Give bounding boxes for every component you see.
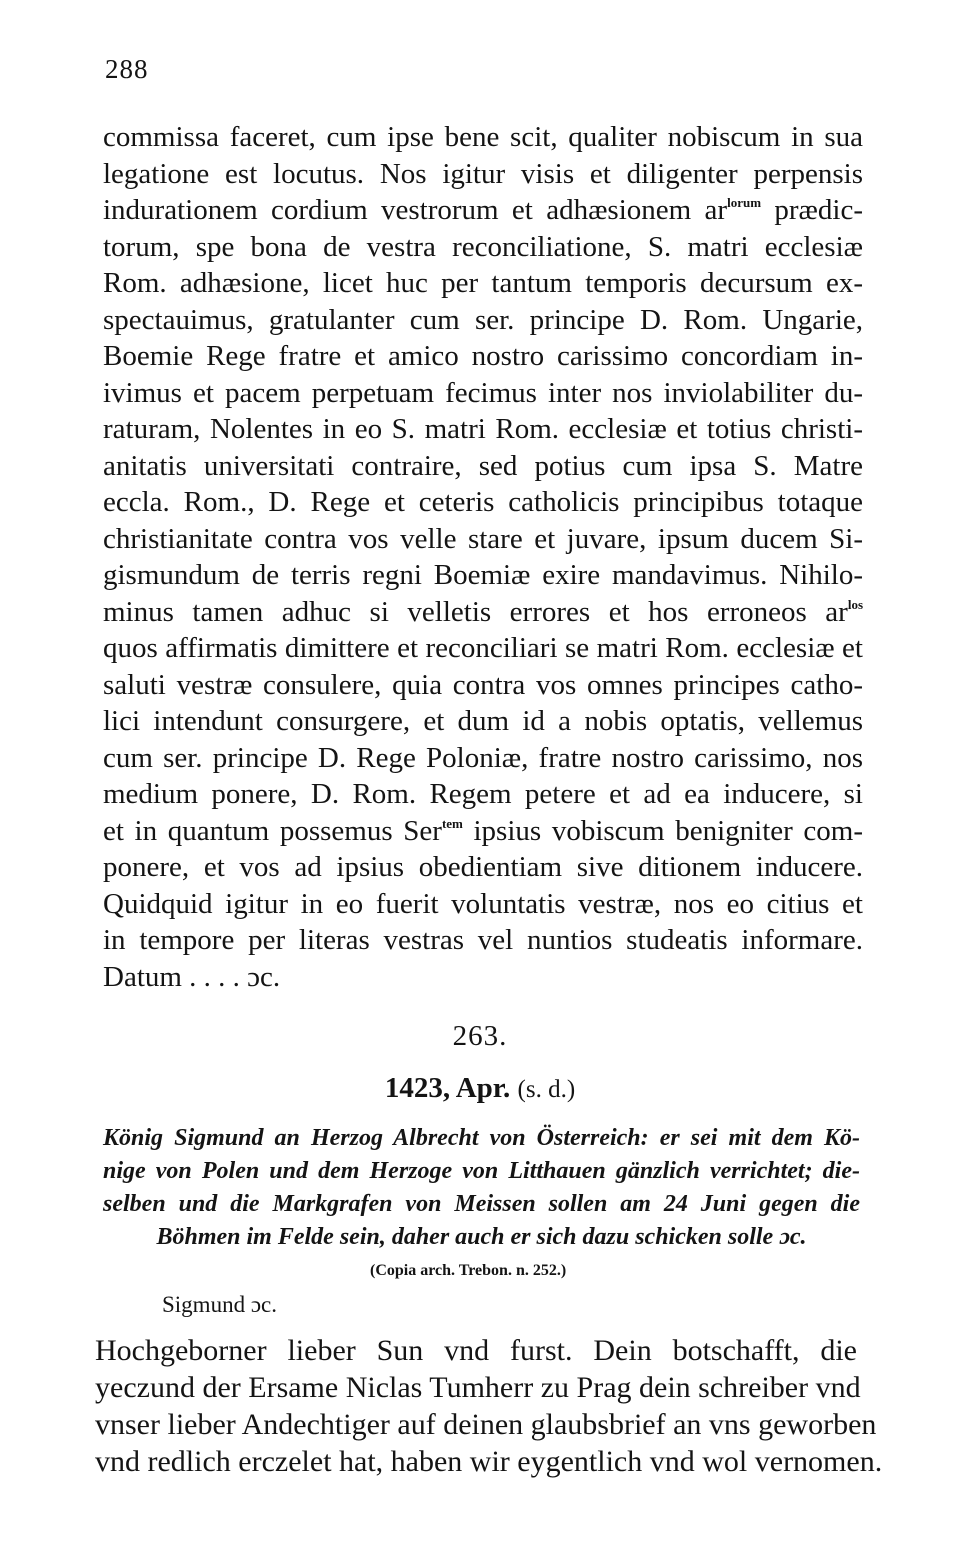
- text-segment: prædic-: [761, 194, 863, 226]
- text-line: christianitate contra vos velle stare et juvare, ipsum ducem Si-: [103, 522, 863, 555]
- text-line: yeczund der Ersame Niclas Tumherr zu Prag dein schreiber vnd: [95, 1371, 861, 1404]
- text-line: Boemie Rege fratre et amico nostro carissimo concordiam in-: [103, 340, 863, 372]
- regest-line: Böhmen im Felde sein, daher auch er sich dazu schicken solle ɔc.: [156, 1224, 807, 1250]
- text-line: ponere, et vos ad ipsius obedientiam sive ditionem inducere.: [103, 851, 863, 883]
- text-line: torum, spe bona de vestra reconciliatione, S. matri ecclesiæ: [103, 230, 863, 263]
- text-line: anitatis universitati contraire, sed potius cum ipsa S. Matre: [103, 449, 863, 482]
- text-line: legatione est locutus. Nos igitur visis et diligenter perpensis: [103, 157, 863, 190]
- abbreviation-superscript: tem: [441, 815, 463, 831]
- regest-summary: [103, 1122, 860, 1254]
- text-line: [103, 813, 863, 850]
- text-line: vnser lieber Andechtiger auf deinen glaubsbrief an vns geworben: [95, 1408, 877, 1441]
- text-segment: ipsius vobiscum benigniter com-: [462, 814, 863, 847]
- letter-body: [95, 1332, 883, 1480]
- page-number: 288: [105, 54, 149, 84]
- text-segment: et in quantum possemus Ser: [103, 814, 442, 847]
- document-number: 263.: [452, 1020, 508, 1052]
- regest-line: König Sigmund an Herzog Albrecht von Österreich: er sei mit dem Kö-: [103, 1125, 860, 1151]
- date-sine-dato: (s. d.): [517, 1076, 576, 1103]
- text-line: quos affirmatis dimittere et reconciliari se matri Rom. ecclesiæ et: [103, 632, 863, 664]
- text-line: Hochgeborner lieber Sun vnd furst. Dein botschafft, die: [95, 1334, 857, 1367]
- text-line: spectauimus, gratulanter cum ser. principe D. Rom. Ungarie,: [103, 303, 863, 336]
- source-citation: (Copia arch. Trebon. n. 252.): [370, 1262, 567, 1279]
- text-line: medium ponere, D. Rom. Regem petere et ad ea inducere, si: [103, 778, 863, 810]
- sender: Sigmund ɔc.: [162, 1292, 277, 1317]
- text-line: [103, 192, 863, 229]
- text-line: ivimus et pacem perpetuam fecimus inter nos inviolabiliter du-: [103, 376, 863, 409]
- document-date: [0, 1072, 960, 1105]
- abbreviation-superscript: los: [847, 596, 863, 612]
- text-line: Rom. adhæsione, licet huc per tantum temporis decursum ex-: [103, 267, 863, 299]
- text-segment: indurationem cordium vestrorum et adhæsionem ar: [103, 194, 728, 226]
- text-line: Datum . . . . ɔc.: [103, 960, 281, 993]
- text-line: Quidquid igitur in eo fuerit voluntatis vestræ, nos eo citius et: [103, 887, 863, 920]
- text-line: raturam, Nolentes in eo S. matri Rom. ecclesiæ et totius christi-: [103, 413, 863, 445]
- text-line: lici intendunt consurgere, et dum id a nobis optatis, vellemus: [103, 705, 863, 737]
- text-line: in tempore per literas vestras vel nuntios studeatis informare.: [103, 924, 863, 956]
- text-line: [103, 594, 863, 631]
- text-line: eccla. Rom., D. Rege et ceteris catholicis principibus totaque: [103, 486, 863, 518]
- text-segment: minus tamen adhuc si velletis errores et hos erroneos ar: [103, 595, 848, 628]
- text-line: saluti vestræ consulere, quia contra vos omnes principes catho-: [103, 668, 863, 701]
- regest-line: selben und die Markgrafen von Meissen sollen am 24 Juni gegen die: [103, 1191, 860, 1217]
- letter-continuation: [103, 119, 863, 995]
- text-line: cum ser. principe D. Rege Poloniæ, fratre nostro carissimo, nos: [103, 741, 863, 774]
- text-line: vnd redlich erczelet hat, haben wir eygentlich vnd wol vernomen.: [95, 1445, 883, 1478]
- text-line: commissa faceret, cum ipse bene scit, qualiter nobiscum in sua: [103, 121, 863, 153]
- abbreviation-superscript: lorum: [727, 195, 762, 210]
- regest-line: nige von Polen und dem Herzoge von Litthauen gänzlich verrichtet; die-: [103, 1158, 860, 1184]
- date-year: 1423, Apr.: [384, 1072, 511, 1104]
- text-line: gismundum de terris regni Boemiæ exire mandavimus. Nihilo-: [103, 559, 863, 591]
